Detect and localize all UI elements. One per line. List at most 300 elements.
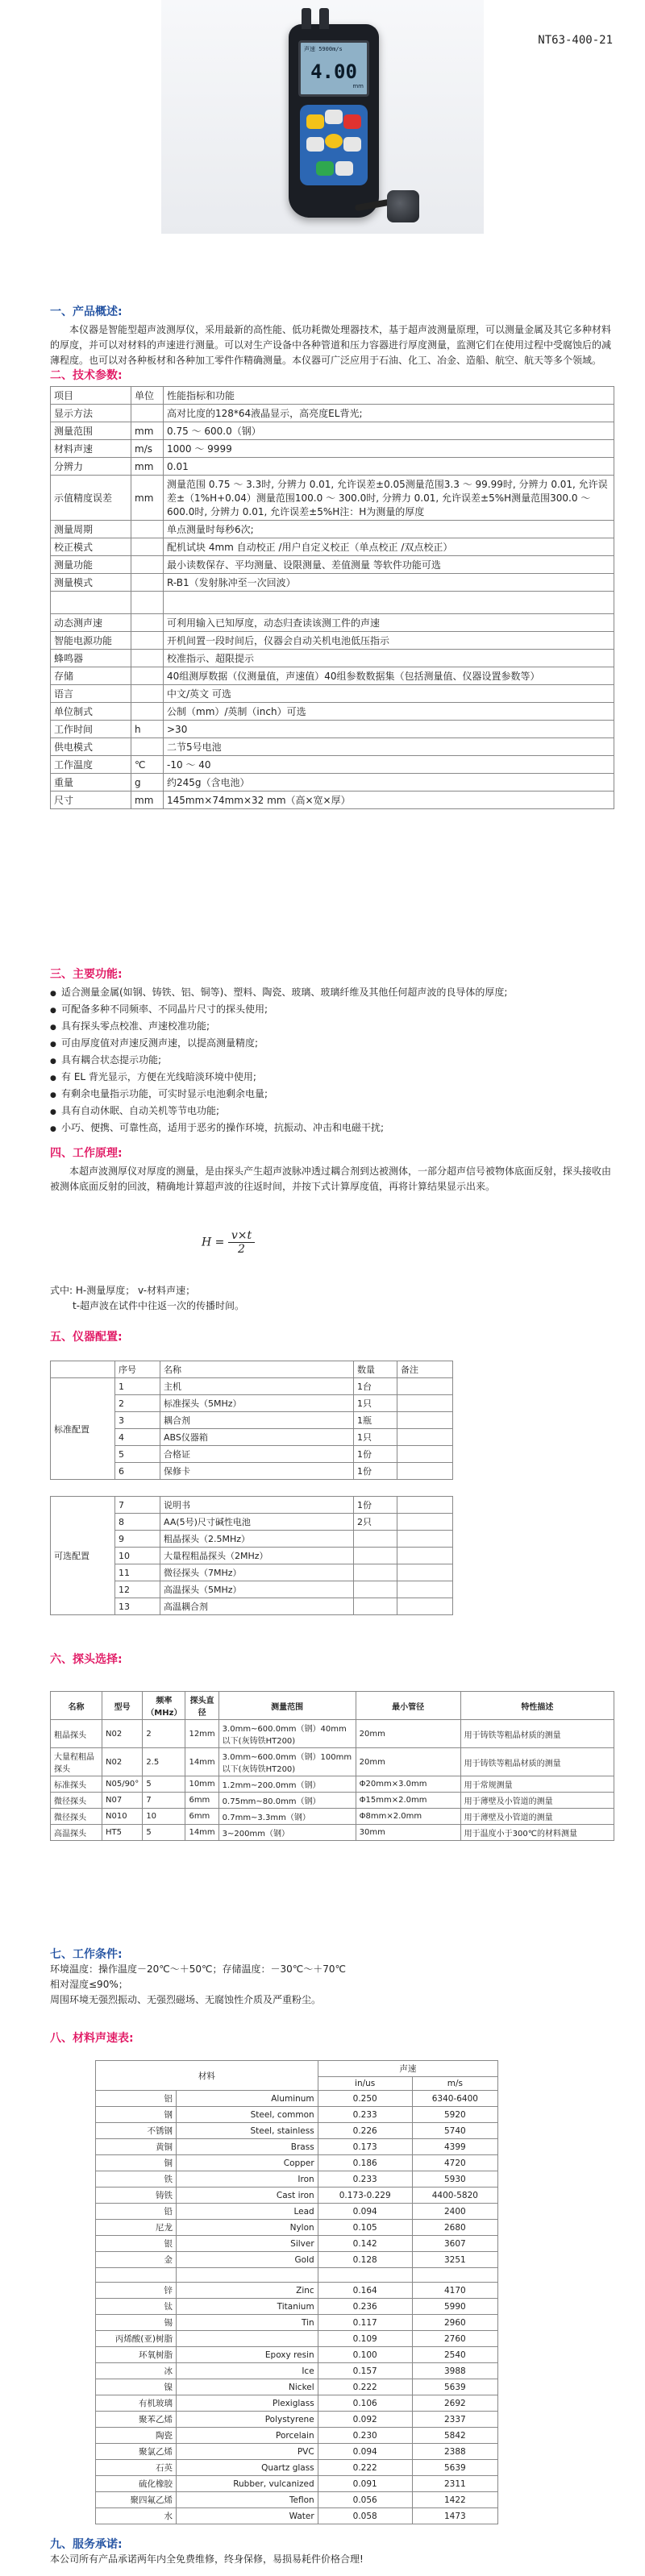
features-list <box>50 985 614 1137</box>
config-header-note: 备注 <box>397 1361 453 1378</box>
config-no: 13 <box>115 1598 160 1615</box>
velocity-row <box>96 2460 498 2476</box>
probe-image <box>387 190 419 222</box>
velocity-ms: 4170 <box>412 2283 497 2299</box>
velocity-ins: 0.222 <box>318 2379 412 2395</box>
config-qty <box>354 1581 397 1598</box>
specs-item: 智能电源功能 <box>51 632 131 650</box>
config-table-wrap <box>50 1361 453 1615</box>
feature-item: ● 可配备多种不同频率、不同晶片尺寸的探头使用; <box>50 1002 614 1019</box>
specs-item: 材料声速 <box>51 440 131 458</box>
velocity-cn: 聚氯乙烯 <box>96 2444 177 2460</box>
specs-header-item: 项目 <box>51 387 131 405</box>
specs-item: 重量 <box>51 774 131 791</box>
config-note <box>397 1446 453 1463</box>
velocity-ms: 5920 <box>412 2107 497 2123</box>
probe-cell: N02 <box>102 1720 143 1748</box>
velocity-ms: 3607 <box>412 2236 497 2252</box>
velocity-row <box>96 2171 498 2188</box>
specs-desc: 中文/英文 可选 <box>164 685 614 703</box>
principle-title: 四、工作原理: <box>50 1147 123 1160</box>
velocity-en: Ice <box>177 2363 318 2379</box>
probe-cell: 10 <box>143 1809 185 1825</box>
velocity-ms: 5639 <box>412 2460 497 2476</box>
features-section <box>50 966 614 1137</box>
overview-text: 本仪器是智能型超声波测厚仪，采用最新的高性能、低功耗微处理器技术，基于超声波测量原理，可以测量金属及其它多种材料的厚度，并可以对材料的声速进行测量。可以对生产设备中各种管道和压力容器进行厚度测量，监测它们在使用过程中受腐蚀后的减薄程度。也可以对各种板材和各种加工零件作精确测量。本仪器可广泛应用于石油、化工、冶金、造船、航空、航天等多个领域。 <box>50 324 612 366</box>
velocity-ms: 5639 <box>412 2379 497 2395</box>
velocity-ins: 0.094 <box>318 2444 412 2460</box>
velocity-en: Gold <box>177 2252 318 2268</box>
device-screen <box>298 40 369 97</box>
probe-row <box>51 1748 614 1776</box>
config-standard-label: 标准配置 <box>51 1378 115 1480</box>
velocity-cn: 锡 <box>96 2315 177 2331</box>
velocity-cn: 铁 <box>96 2171 177 2188</box>
velocity-ms: 1473 <box>412 2508 497 2524</box>
specs-unit <box>131 632 164 650</box>
specs-desc: 0.75 ～ 600.0（钢） <box>164 422 614 440</box>
velocity-cn: 环氧树脂 <box>96 2347 177 2363</box>
specs-item: 单位制式 <box>51 703 131 721</box>
specs-unit: h <box>131 721 164 738</box>
service-section <box>50 2536 614 2567</box>
specs-row <box>51 592 614 614</box>
specs-item: 蜂鸣器 <box>51 650 131 667</box>
velocity-cn: 丙烯酸(亚)树脂 <box>96 2331 177 2347</box>
velocity-ms: 4400-5820 <box>412 2188 497 2204</box>
specs-unit <box>131 667 164 685</box>
specs-unit: ℃ <box>131 756 164 774</box>
velocity-ins: 0.056 <box>318 2492 412 2508</box>
config-qty <box>354 1548 397 1564</box>
config-qty <box>354 1598 397 1615</box>
velocity-row <box>96 2331 498 2347</box>
probe-cell: 5 <box>143 1776 185 1793</box>
config-note <box>397 1412 453 1429</box>
velocity-row <box>96 2508 498 2524</box>
specs-unit: mm <box>131 476 164 521</box>
probes-table-wrap <box>50 1691 614 1841</box>
velocity-row <box>96 2188 498 2204</box>
velocity-cn: 石英 <box>96 2460 177 2476</box>
velocity-ms: 5842 <box>412 2428 497 2444</box>
specs-unit <box>131 556 164 574</box>
specs-desc: -10 ～ 40 <box>164 756 614 774</box>
config-qty: 1只 <box>354 1429 397 1446</box>
specs-desc: 开机间置一段时间后，仪器会自动关机电池低压指示 <box>164 632 614 650</box>
velocity-ms: 2540 <box>412 2347 497 2363</box>
conditions-line-3: 周围环境无强烈振动、无强烈磁场、无腐蚀性介质及严重粉尘。 <box>50 1994 322 2005</box>
formula-legend <box>50 1283 614 1314</box>
specs-desc <box>164 592 614 614</box>
velocity-ms: 6340-6400 <box>412 2091 497 2107</box>
specs-row <box>51 650 614 667</box>
velocity-en: Aluminum <box>177 2091 318 2107</box>
specs-row <box>51 476 614 521</box>
probe-cell: 0.7mm~3.3mm（钢） <box>218 1809 356 1825</box>
velocity-en: Cast iron <box>177 2188 318 2204</box>
probe-cell: 10mm <box>185 1776 218 1793</box>
down-key <box>335 161 353 176</box>
specs-unit: m/s <box>131 440 164 458</box>
velocity-ms: 5930 <box>412 2171 497 2188</box>
probe-cell: 用于薄壁及小管道的测量 <box>460 1809 614 1825</box>
velocity-cn: 水 <box>96 2508 177 2524</box>
config-note <box>397 1378 453 1395</box>
feature-item: ● 具有耦合状态提示功能; <box>50 1053 614 1070</box>
config-name: 大量程粗晶探头（2MHz） <box>160 1548 354 1564</box>
specs-row <box>51 440 614 458</box>
config-section <box>50 1328 614 1344</box>
config-name: 保修卡 <box>160 1463 354 1480</box>
velocity-ms: 2960 <box>412 2315 497 2331</box>
config-note <box>397 1514 453 1531</box>
velocity-cn: 陶瓷 <box>96 2428 177 2444</box>
config-note <box>397 1395 453 1412</box>
specs-item: 工作温度 <box>51 756 131 774</box>
velocity-ins: 0.233 <box>318 2171 412 2188</box>
velocity-en: Nickel <box>177 2379 318 2395</box>
velocity-en: Lead <box>177 2204 318 2220</box>
specs-row <box>51 458 614 476</box>
velocity-row <box>96 2379 498 2395</box>
specs-row <box>51 756 614 774</box>
feature-item: ● 具有自动休眠、自动关机等节电功能; <box>50 1103 614 1120</box>
formula-legend-2: t-超声波在试件中往返一次的传播时间。 <box>73 1300 245 1311</box>
probe-cell: 高温探头 <box>51 1825 102 1841</box>
features-title: 三、主要功能: <box>50 968 123 981</box>
specs-row <box>51 422 614 440</box>
velocity-row <box>96 2412 498 2428</box>
velocity-cn: 钛 <box>96 2299 177 2315</box>
specs-item <box>51 592 131 614</box>
probes-header-cell: 频率（MHz） <box>143 1692 185 1720</box>
specs-item: 测量周期 <box>51 521 131 538</box>
velocity-ins: 0.100 <box>318 2347 412 2363</box>
velocity-ms: 1422 <box>412 2492 497 2508</box>
config-name: 高温耦合剂 <box>160 1598 354 1615</box>
velocity-row <box>96 2155 498 2171</box>
probe-row <box>51 1825 614 1841</box>
specs-unit: mm <box>131 791 164 809</box>
velocity-ins: 0.173-0.229 <box>318 2188 412 2204</box>
specs-row <box>51 738 614 756</box>
specs-header-unit: 单位 <box>131 387 164 405</box>
velocity-cn: 钢 <box>96 2107 177 2123</box>
probe-cell: 7 <box>143 1793 185 1809</box>
velocity-ms: 3251 <box>412 2252 497 2268</box>
specs-desc: 145mm×74mm×32 mm（高×宽×厚） <box>164 791 614 809</box>
probe-cell: 2.5 <box>143 1748 185 1776</box>
config-note <box>397 1463 453 1480</box>
velocity-en: Rubber, vulcanized <box>177 2476 318 2492</box>
velocity-ins: 0.157 <box>318 2363 412 2379</box>
feature-item: ● 具有探头零点校准、声速校准功能; <box>50 1019 614 1036</box>
probe-cell: N05/90° <box>102 1776 143 1793</box>
velocity-ins: 0.091 <box>318 2476 412 2492</box>
velocity-ins: 0.092 <box>318 2412 412 2428</box>
velocity-ins: 0.164 <box>318 2283 412 2299</box>
screen-unit: mm <box>352 83 364 89</box>
probes-section <box>50 1651 614 1667</box>
specs-row <box>51 632 614 650</box>
probe-cell: 用于温度小于300℃的材料测量 <box>460 1825 614 1841</box>
velocity-en: Tin <box>177 2315 318 2331</box>
velocity-row <box>96 2476 498 2492</box>
specs-table <box>50 386 614 809</box>
velocity-table <box>95 2060 498 2524</box>
specs-row <box>51 703 614 721</box>
velocity-ins: 0.106 <box>318 2395 412 2412</box>
velocity-section <box>50 2030 614 2046</box>
specs-desc: 1000 ～ 9999 <box>164 440 614 458</box>
specs-row <box>51 774 614 791</box>
probe-row <box>51 1720 614 1748</box>
config-note <box>397 1598 453 1615</box>
probes-header-cell: 特性描述 <box>460 1692 614 1720</box>
probe-cell: N07 <box>102 1793 143 1809</box>
probe-cell: 5 <box>143 1825 185 1841</box>
velocity-ins: 0.058 <box>318 2508 412 2524</box>
probes-header-cell: 测量范围 <box>218 1692 356 1720</box>
probes-title: 六、探头选择: <box>50 1653 123 1666</box>
velocity-cn <box>96 2268 177 2283</box>
velocity-row <box>96 2252 498 2268</box>
velocity-en: Titanium <box>177 2299 318 2315</box>
velocity-en: Steel, common <box>177 2107 318 2123</box>
config-no: 6 <box>115 1463 160 1480</box>
velocity-row <box>96 2299 498 2315</box>
specs-row <box>51 721 614 738</box>
specs-unit <box>131 405 164 422</box>
specs-item: 测量功能 <box>51 556 131 574</box>
specs-unit <box>131 521 164 538</box>
config-name: 标准探头（5MHz） <box>160 1395 354 1412</box>
config-name: 主机 <box>160 1378 354 1395</box>
config-header-blank <box>51 1361 115 1378</box>
right-key <box>343 137 361 152</box>
probes-header-cell: 名称 <box>51 1692 102 1720</box>
principle-text: 本超声波测厚仪对厚度的测量，是由探头产生超声波脉冲透过耦合剂到达被测体，一部分超声信号被物体底面反射，探头接收由被测体底面反射的回波，精确地计算超声波的往返时间，并按下式计算厚度值，再将计算结果显示出来。 <box>50 1165 612 1192</box>
probe-cell: 20mm <box>356 1720 460 1748</box>
probe-cell: 用于铸铁等粗晶材质的测量 <box>460 1748 614 1776</box>
velocity-ins: 0.117 <box>318 2315 412 2331</box>
config-header-no: 序号 <box>115 1361 160 1378</box>
thickness-gauge-image <box>289 24 379 218</box>
green-key <box>316 161 334 176</box>
config-qty: 1份 <box>354 1497 397 1514</box>
velocity-ins: 0.186 <box>318 2155 412 2171</box>
config-no: 8 <box>115 1514 160 1531</box>
config-qty: 2只 <box>354 1514 397 1531</box>
overview-title: 一、产品概述: <box>50 305 123 318</box>
config-note <box>397 1548 453 1564</box>
velocity-ins: 0.222 <box>318 2460 412 2476</box>
probe-cell: 20mm <box>356 1748 460 1776</box>
velocity-cn: 铅 <box>96 2204 177 2220</box>
feature-item: ● 小巧、便携、可靠性高，适用于恶劣的操作环境，抗振动、冲击和电磁干扰; <box>50 1120 614 1137</box>
velocity-ins: 0.109 <box>318 2331 412 2347</box>
velocity-en: Copper <box>177 2155 318 2171</box>
specs-unit <box>131 685 164 703</box>
probe-cell: 12mm <box>185 1720 218 1748</box>
velocity-row <box>96 2268 498 2283</box>
velocity-ms: 3988 <box>412 2363 497 2379</box>
connector-right <box>319 8 329 29</box>
specs-desc: >30 <box>164 721 614 738</box>
specs-unit: mm <box>131 458 164 476</box>
probe-cell: 3.0mm~600.0mm（钢）40mm以下(灰铸铁HT200) <box>218 1720 356 1748</box>
feature-item: ● 可由厚度值对声速反测声速，以提高测量精度; <box>50 1036 614 1053</box>
velocity-en: Water <box>177 2508 318 2524</box>
probe-cell: 14mm <box>185 1825 218 1841</box>
center-key <box>325 134 343 148</box>
velocity-ms: 2337 <box>412 2412 497 2428</box>
velocity-en: Steel, stainless <box>177 2123 318 2139</box>
specs-desc: 最小读数保存、平均测量、设限测量、差值测量 等软件功能可选 <box>164 556 614 574</box>
velocity-header-ms: m/s <box>412 2077 497 2091</box>
specs-item: 语言 <box>51 685 131 703</box>
velocity-ins: 0.105 <box>318 2220 412 2236</box>
specs-unit <box>131 738 164 756</box>
config-qty: 1份 <box>354 1446 397 1463</box>
config-no: 9 <box>115 1531 160 1548</box>
velocity-table-wrap <box>95 2060 498 2524</box>
specs-item: 尺寸 <box>51 791 131 809</box>
velocity-title: 八、材料声速表: <box>50 2032 134 2045</box>
formula-legend-1: 式中: H-测量厚度； v-材料声速； <box>50 1285 196 1296</box>
config-no: 3 <box>115 1412 160 1429</box>
velocity-ins: 0.128 <box>318 2252 412 2268</box>
conditions-section <box>50 1946 614 2008</box>
velocity-en <box>177 2268 318 2283</box>
specs-desc: 配机试块 4mm 自动校正 /用户自定义校正（单点校正 /双点校正） <box>164 538 614 556</box>
velocity-ms: 5990 <box>412 2299 497 2315</box>
config-no: 7 <box>115 1497 160 1514</box>
velocity-row <box>96 2220 498 2236</box>
screen-velocity: 声速 5900m/s <box>304 46 343 52</box>
config-name: 说明书 <box>160 1497 354 1514</box>
velocity-en: Iron <box>177 2171 318 2188</box>
specs-section <box>50 367 614 809</box>
velocity-cn: 银 <box>96 2236 177 2252</box>
velocity-row <box>96 2204 498 2220</box>
velocity-row <box>96 2347 498 2363</box>
specs-row <box>51 405 614 422</box>
velocity-en <box>177 2331 318 2347</box>
probe-row <box>51 1809 614 1825</box>
probe-cell: 用于薄壁及小管道的测量 <box>460 1793 614 1809</box>
probe-cell: 粗晶探头 <box>51 1720 102 1748</box>
velocity-row <box>96 2283 498 2299</box>
probe-cell: 6mm <box>185 1809 218 1825</box>
velocity-ms: 4399 <box>412 2139 497 2155</box>
config-title: 五、仪器配置: <box>50 1331 123 1344</box>
probes-header-cell: 最小管径 <box>356 1692 460 1720</box>
up-key <box>325 110 343 124</box>
specs-unit <box>131 574 164 592</box>
config-qty: 1台 <box>354 1378 397 1395</box>
velocity-ms: 4720 <box>412 2155 497 2171</box>
config-name: 耦合剂 <box>160 1412 354 1429</box>
config-name: 粗晶探头（2.5MHz） <box>160 1531 354 1548</box>
config-no: 4 <box>115 1429 160 1446</box>
specs-title: 二、技术参数: <box>50 369 123 382</box>
velocity-row <box>96 2492 498 2508</box>
specs-unit: mm <box>131 422 164 440</box>
probe-cell: 用于铸铁等粗晶材质的测量 <box>460 1720 614 1748</box>
specs-desc: 0.01 <box>164 458 614 476</box>
config-name: 合格证 <box>160 1446 354 1463</box>
principle-section <box>50 1145 614 1195</box>
specs-desc: 高对比度的128*64液晶显示，高亮度EL背光; <box>164 405 614 422</box>
specs-unit: g <box>131 774 164 791</box>
velocity-en: Nylon <box>177 2220 318 2236</box>
config-no: 1 <box>115 1378 160 1395</box>
probe-cell: 标准探头 <box>51 1776 102 1793</box>
config-note <box>397 1531 453 1548</box>
probe-cell: 微径探头 <box>51 1793 102 1809</box>
velocity-en: Porcelain <box>177 2428 318 2444</box>
specs-unit <box>131 650 164 667</box>
red-key <box>343 114 361 129</box>
velocity-row <box>96 2123 498 2139</box>
config-note <box>397 1497 453 1514</box>
velocity-ins <box>318 2268 412 2283</box>
config-optional-label: 可选配置 <box>51 1497 115 1615</box>
velocity-ms: 2680 <box>412 2220 497 2236</box>
velocity-cn: 铸铁 <box>96 2188 177 2204</box>
velocity-ins: 0.094 <box>318 2204 412 2220</box>
specs-row <box>51 614 614 632</box>
config-no: 11 <box>115 1564 160 1581</box>
formula-denominator: 2 <box>238 1243 245 1256</box>
velocity-ins: 0.233 <box>318 2107 412 2123</box>
conditions-line-2: 相对湿度≤90%； <box>50 1979 128 1990</box>
velocity-ins: 0.236 <box>318 2299 412 2315</box>
probes-header-cell: 型号 <box>102 1692 143 1720</box>
probe-cell: Φ20mm×3.0mm <box>356 1776 460 1793</box>
config-qty <box>354 1564 397 1581</box>
specs-item: 分辨力 <box>51 458 131 476</box>
velocity-header-ins: in/us <box>318 2077 412 2091</box>
config-name: ABS仪器箱 <box>160 1429 354 1446</box>
velocity-cn: 不锈钢 <box>96 2123 177 2139</box>
config-name: 微径探头（7MHz） <box>160 1564 354 1581</box>
velocity-ms: 5740 <box>412 2123 497 2139</box>
specs-item: 供电模式 <box>51 738 131 756</box>
config-name: AA(5号)尺寸碱性电池 <box>160 1514 354 1531</box>
specs-row <box>51 556 614 574</box>
velocity-cn: 铝 <box>96 2091 177 2107</box>
velocity-ms: 2760 <box>412 2331 497 2347</box>
config-no: 5 <box>115 1446 160 1463</box>
specs-unit <box>131 703 164 721</box>
service-title: 九、服务承诺: <box>50 2538 123 2551</box>
velocity-en: Zinc <box>177 2283 318 2299</box>
config-note <box>397 1564 453 1581</box>
velocity-row <box>96 2395 498 2412</box>
formula-lhs: H = <box>202 1236 225 1249</box>
specs-item: 工作时间 <box>51 721 131 738</box>
probe-cell: HT5 <box>102 1825 143 1841</box>
specs-item: 存储 <box>51 667 131 685</box>
config-no: 12 <box>115 1581 160 1598</box>
velocity-row <box>96 2091 498 2107</box>
probes-table <box>50 1691 614 1841</box>
config-qty: 1瓶 <box>354 1412 397 1429</box>
specs-row <box>51 538 614 556</box>
